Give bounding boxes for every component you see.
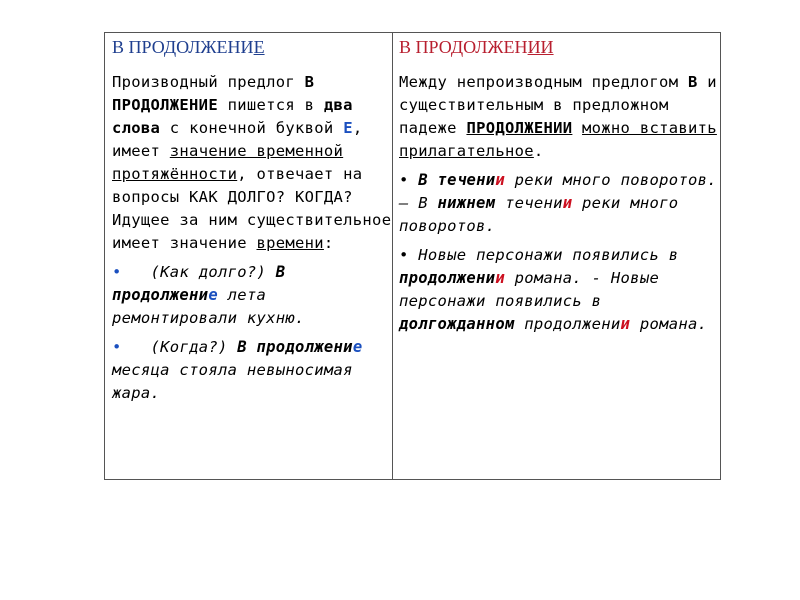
right-heading-ending: ИИ [527,37,554,57]
example-phrase: В продолжени [112,263,286,304]
rule-term: два слова [112,96,353,137]
example-phrase: В продолжени [237,338,353,356]
right-example-1 [399,169,720,238]
rule-meaning: значение временной протяжённости [112,142,344,183]
example-ending: и [562,194,573,212]
example-text: романа. - Новые персонажи появились в [399,269,660,310]
rule-term: В [687,73,698,91]
example-text: реки много поворотов. [399,194,679,235]
example-ending: е [352,338,363,356]
rule-term: В ПРОДОЛЖЕНИЕ [112,73,315,114]
rule-term: ПРОДОЛЖЕНИИ [466,119,573,137]
left-example-2 [112,336,392,405]
example-text: Новые персонажи появились в [418,246,679,264]
left-example-1 [112,261,392,330]
bullet-icon: • [399,171,409,189]
left-heading [112,35,392,59]
example-text: течени [495,194,563,212]
left-heading-text: В ПРОДОЛЖЕНИ [112,37,254,57]
rule-text: , отвечает на вопросы КАК ДОЛГО? КОГДА? Идущее за ним существительное имеет значение [112,165,392,252]
left-column [105,33,393,479]
rule-letter: Е [343,119,353,137]
right-column [393,33,720,479]
example-text: реки много поворотов. – В [399,171,717,212]
example-ending: е [208,286,218,304]
example-text: месяца стояла невыносимая жара. [112,361,353,402]
right-example-2 [399,244,720,336]
example-phrase: продолжени [399,269,496,287]
example-question: (Когда?) [150,338,238,356]
rule-text: . [533,142,544,160]
rule-text: Между непроизводным предлогом [399,73,688,91]
left-heading-ending: Е [253,37,265,57]
example-text: романа. [630,315,708,333]
bullet-icon: • [112,263,122,281]
rule-text: Производный предлог [112,73,305,91]
example-phrase: В течени [418,171,496,189]
rule-text: и существительным в предложном падеже [399,73,717,137]
right-rule-paragraph [399,71,720,163]
rule-text [572,119,582,137]
example-question: (Как долго?) [150,263,276,281]
bullet-icon: • [112,338,122,356]
left-rule-paragraph [112,71,392,255]
example-adjective: нижнем [437,194,496,212]
example-ending: и [495,171,505,189]
example-text: продолжени [514,315,621,333]
rule-text: пишется в [217,96,324,114]
rule-meaning: можно вставить прилагательное [399,119,717,160]
rule-text: , имеет [112,119,363,160]
example-ending: и [620,315,631,333]
rule-text: с конечной буквой [160,119,344,137]
example-text: лета ремонтировали кухню. [112,286,305,327]
example-adjective: долгожданном [399,315,515,333]
rule-meaning: времени [256,234,324,252]
rule-table [104,32,721,480]
right-heading-text: В ПРОДОЛЖЕН [399,37,528,57]
rule-text: : [323,234,334,252]
example-ending: и [495,269,505,287]
right-heading [399,35,720,59]
bullet-icon: • [399,246,409,264]
